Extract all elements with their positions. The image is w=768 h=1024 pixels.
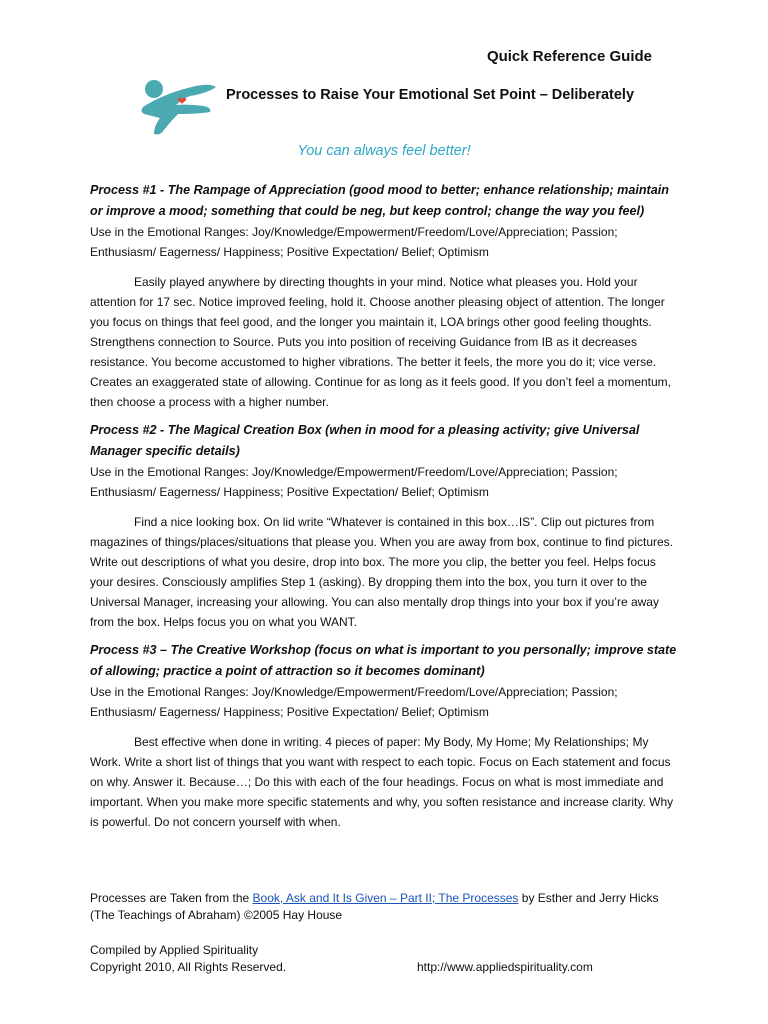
source-prefix: Processes are Taken from the [90, 891, 253, 905]
process-3-ranges: Use in the Emotional Ranges: Joy/Knowledge/Empowerment/Freedom/Love/Appreciation; Passion; Enthusiasm/ Eagerness/ Happiness; Positive Expectation/ Belief; Optimism [90, 685, 618, 719]
copyright: Copyright 2010, All Rights Reserved. [90, 960, 287, 974]
process-1-description: Easily played anywhere by directing thoughts in your mind. Notice what pleases you. Hold your attention for 17 sec. Notice improved feeling, hold it. Choose another pleasing object of attention. The longer you focus on things that feel good, and the longer you maintain it, LOA brings other good feeling thoughts. Strengthens connection to Source. Puts you into position of receiving Guidance from IB as it decreases resistance. You become accustomed to higher vibrations. The better it feels, the more you do it; vice verse. Creates an exaggerated state of allowing. Continue for as long as it feels good. If you don’t feel a momentum, then choose a process with a higher number. [90, 275, 672, 409]
source-citation [90, 890, 690, 924]
tagline: You can always feel better! [297, 143, 471, 159]
document-title: Quick Reference Guide [486, 48, 652, 65]
process-2-description: Find a nice looking box. On lid write “Whatever is contained in this box…IS”. Clip out pictures from magazines of things/places/situations that please you. When you are away from box, continue to find pictures. Write out descriptions of what you desire, drop into box. The more you clip, the better you feel. Helps focus your desires. Consciously amplifies Step 1 (asking). By dropping them into the box, you turn it over to the Universal Manager, increasing your allowing. You can also mentally drop things into your box if you’re away from the box. Helps focus you on what you WANT. [90, 515, 673, 629]
process-2-ranges: Use in the Emotional Ranges: Joy/Knowledge/Empowerment/Freedom/Love/Appreciation; Passion; Enthusiasm/ Eagerness/ Happiness; Positive Expectation/ Belief; Optimism [90, 465, 618, 499]
source-suffix: by Esther and Jerry Hicks [518, 891, 659, 905]
process-2-title: Process #2 - The Magical Creation Box (when in mood for a pleasing activity; give Universal Manager specific details) [90, 423, 640, 458]
process-1 [90, 180, 680, 412]
process-1-title: Process #1 - The Rampage of Appreciation (good mood to better; enhance relationship; maintain or improve a mood; something that could be neg, but keep control; change the way you feel) [90, 183, 669, 218]
compiled-by: Compiled by Applied Spirituality [90, 943, 259, 957]
book-link[interactable]: Book, Ask and It Is Given – Part II; The Processes [252, 891, 519, 905]
logo-head [145, 80, 163, 98]
process-3 [90, 640, 680, 832]
footer-credits [90, 942, 286, 976]
source-line2: (The Teachings of Abraham) ©2005 Hay House [90, 908, 343, 922]
processes-list [90, 180, 680, 840]
process-3-description: Best effective when done in writing. 4 pieces of paper: My Body, My Home; My Relationships; My Work. Write a short list of things that you want with respect to each topic. Focus on Each statement and focus on why. Answer it. Because…; Do this with each of the four headings. Focus on what is most immediate and important. When you make more specific statements and why, you soften resistance and increase clarity. Why is powerful. Do not concern yourself with when. [90, 735, 674, 829]
dancing-figure-logo [138, 74, 220, 136]
process-2 [90, 420, 680, 632]
process-1-ranges: Use in the Emotional Ranges: Joy/Knowledge/Empowerment/Freedom/Love/Appreciation; Passion; Enthusiasm/ Eagerness/ Happiness; Positive Expectation/ Belief; Optimism [90, 225, 618, 259]
process-3-title: Process #3 – The Creative Workshop (focus on what is important to you personally; improve state of allowing; practice a point of attraction so it becomes dominant) [90, 643, 677, 678]
document-subtitle: Processes to Raise Your Emotional Set Point – Deliberately [226, 87, 635, 103]
website-url: http://www.appliedspirituality.com [417, 960, 593, 974]
